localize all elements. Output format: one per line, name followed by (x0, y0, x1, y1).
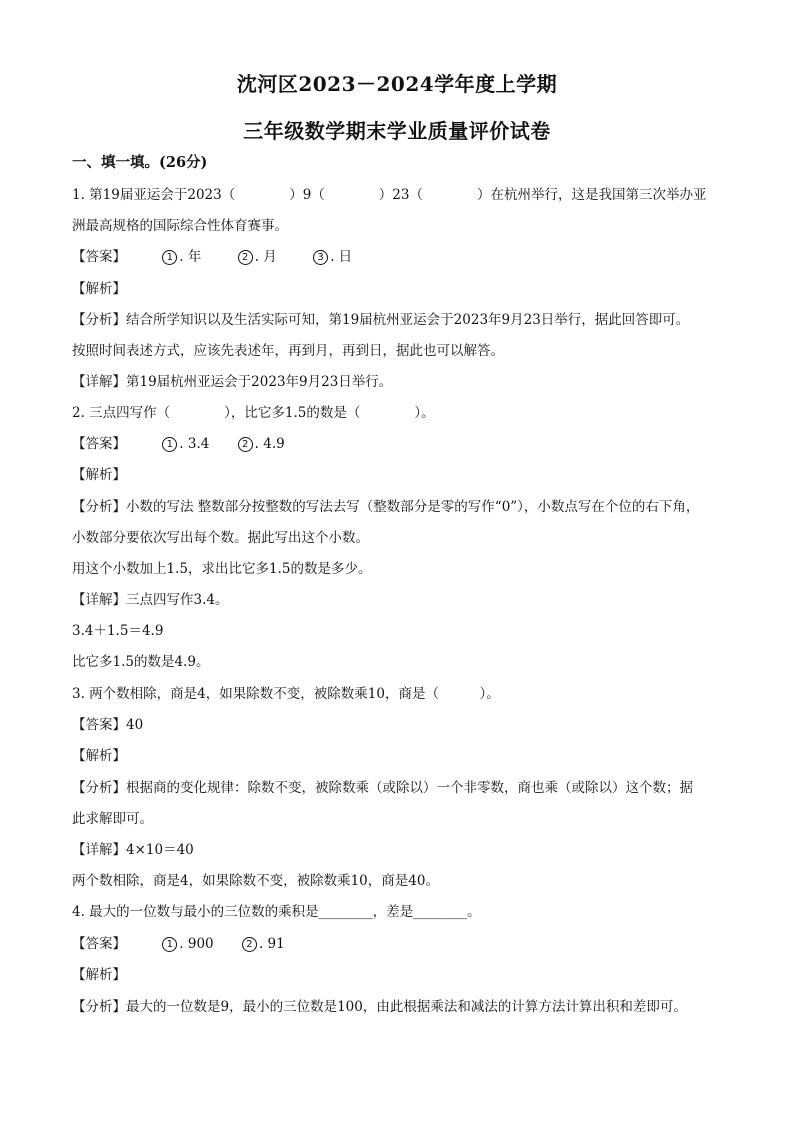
answer-text: . 日 (330, 249, 353, 265)
question-1-line2: 洲最高规格的国际综合性体育赛事。 (72, 218, 288, 234)
answer-text: . 91 (258, 936, 285, 952)
question-2-answer (72, 432, 285, 452)
answer-item (162, 245, 201, 265)
answer-tag: 【答案】 (72, 936, 126, 952)
question-3-fenxi-2: 此求解即可。 (72, 811, 153, 827)
answer-text: . 4.9 (254, 436, 285, 452)
question-2-conclusion: 比它多1.5的数是4.9。 (72, 654, 210, 670)
answer-text: . 月 (254, 249, 277, 265)
circled-number: 1 (162, 250, 177, 265)
question-3-jiexi: 【解析】 (72, 748, 126, 764)
question-2-calc: 3.4＋1.5＝4.9 (72, 623, 164, 639)
question-2-xiangjie: 【详解】三点四写作3.4。 (72, 592, 229, 608)
answer-text: . 3.4 (179, 436, 210, 452)
answer-text: . 900 (179, 936, 214, 952)
circled-number: 1 (162, 437, 177, 452)
question-1-fenxi-2: 按照时间表述方式，应该先表述年，再到月，再到日，据此也可以解答。 (72, 343, 504, 359)
question-4-fenxi-1: 【分析】最大的一位数是9，最小的三位数是100，由此根据乘法和减法的计算方法计算出积和差即可。 (72, 999, 687, 1015)
circled-number: 3 (313, 250, 328, 265)
question-1-fenxi-1: 【分析】结合所学知识以及生活实际可知，第19届杭州亚运会于2023年9月23日举行，据此回答即可。 (72, 312, 690, 328)
answer-tag: 【答案】 (72, 249, 126, 265)
question-2-line1: 2. 三点四写作（ ），比它多1.5的数是（ ）。 (72, 405, 435, 421)
question-3-answer: 【答案】40 (72, 717, 144, 733)
question-4-line1: 4. 最大的一位数与最小的三位数的乘积是________，差是________。 (72, 904, 481, 920)
section-heading: 一、填一填。(26分) (72, 154, 208, 171)
answer-item (313, 245, 352, 265)
circled-number: 1 (162, 937, 177, 952)
question-2-fenxi-3: 用这个小数加上1.5，求出比它多1.5的数是多少。 (72, 561, 372, 577)
answer-item (162, 936, 213, 952)
question-2-fenxi-2: 小数部分要依次写出每个数。据此写出这个小数。 (72, 530, 369, 546)
question-2-fenxi-1: 【分析】小数的写法 整数部分按整数的写法去写（整数部分是零的写作“0”），小数点写在个位的右下角， (72, 499, 700, 515)
question-1-line1: 1. 第19届亚运会于2023（ ）9（ ）23（ ）在杭州举行，这是我国第三次举办亚 (72, 187, 707, 203)
circled-number: 2 (238, 437, 253, 452)
answer-item (238, 245, 277, 265)
answer-item (162, 436, 209, 452)
circled-number: 2 (242, 937, 257, 952)
question-3-xiangjie: 【详解】4×10＝40 (72, 842, 194, 858)
question-1-jiexi: 【解析】 (72, 281, 126, 297)
answer-tag: 【答案】 (72, 436, 126, 452)
answer-text: . 年 (179, 249, 202, 265)
question-4-answer (72, 932, 285, 952)
question-4-jiexi: 【解析】 (72, 967, 126, 983)
question-1-answer (72, 245, 352, 265)
answer-item (238, 436, 285, 452)
question-1-xiangjie: 【详解】第19届杭州亚运会于2023年9月23日举行。 (72, 374, 393, 390)
question-3-line1: 3. 两个数相除，商是4，如果除数不变，被除数乘10，商是（ ）。 (72, 686, 500, 702)
exam-title-line2: 三年级数学期末学业质量评价试卷 (243, 119, 551, 143)
answer-item (242, 936, 285, 952)
question-2-jiexi: 【解析】 (72, 467, 126, 483)
question-3-fenxi-1: 【分析】根据商的变化规律：除数不变，被除数乘（或除以）一个非零数，商也乘（或除以）这个数；据 (72, 780, 693, 796)
question-3-conclusion: 两个数相除，商是4，如果除数不变，被除数乘10，商是40。 (72, 873, 439, 889)
exam-title-line1: 沈河区2023－2024学年度上学期 (236, 72, 558, 96)
circled-number: 2 (238, 250, 253, 265)
